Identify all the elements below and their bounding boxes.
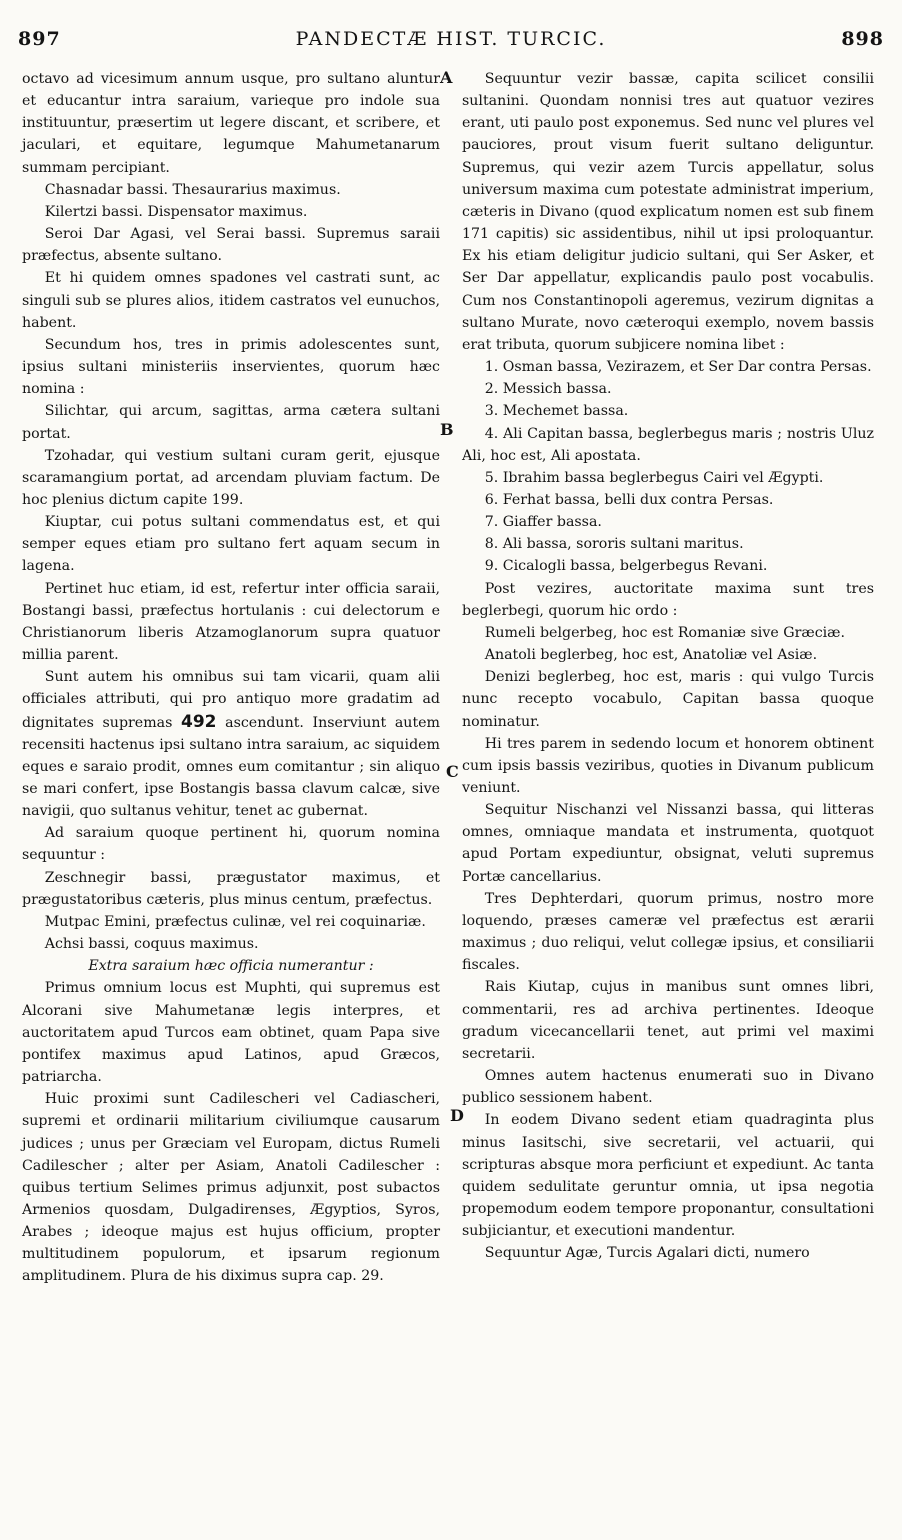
margin-letter-a: A xyxy=(440,68,453,87)
paragraph: Ad saraium quoque pertinent hi, quorum nomina sequuntur : xyxy=(22,825,440,864)
paragraph: Kiuptar, cui potus sultani commendatus est, et qui semper eques etiam pro sultano fert aquam secum in lagena. xyxy=(22,514,440,575)
paragraph-text: Sunt autem his omnibus sui tam vicarii, quam alii officiales attributi, qui pro antiquo more gradatim ad dignitates supremas xyxy=(22,669,440,731)
paragraph: Kilertzi bassi. Dispensator maximus. xyxy=(44,203,308,220)
paragraph: 5. Ibrahim bassa beglerbegus Cairi vel Ægypti. xyxy=(484,469,824,486)
margin-letter-b: B xyxy=(440,420,454,439)
paragraph: Post vezires, auctoritate maxima sunt tres beglerbegi, quorum hic ordo : xyxy=(462,580,874,619)
paragraph: 1. Osman bassa, Vezirazem, et Ser Dar contra Persas. xyxy=(484,359,872,376)
paragraph: 3. Mechemet bassa. xyxy=(484,403,629,420)
paragraph: octavo ad vicesimum annum usque, pro sultano aluntur et educantur intra saraium, varieque pro indole sua instituuntur, præsertim ut legere discant, et scribere, et jaculari, et equitare, legumque Mahumetanarum summam percipiant. xyxy=(22,71,440,176)
right-column xyxy=(462,68,874,1264)
page-number-left: 897 xyxy=(18,28,61,50)
page-number-right: 898 xyxy=(841,28,884,50)
paragraph: 4. Ali Capitan bassa, beglerbegus maris ; nostris Uluz Ali, hoc est, Ali apostata. xyxy=(462,425,874,464)
running-title: PANDECTÆ HIST. TURCIC. xyxy=(295,28,607,50)
paragraph: Omnes autem hactenus enumerati suo in Divano publico sessionem habent. xyxy=(462,1068,874,1107)
paragraph: 6. Ferhat bassa, belli dux contra Persas. xyxy=(484,491,774,508)
paragraph: Achsi bassi, coquus maximus. xyxy=(44,936,259,953)
paragraph: In eodem Divano sedent etiam quadraginta plus minus Iasitschi, sive secretarii, vel actuarii, qui scripturas absque mora perficiunt et expediunt. Ac tanta quidem sedulitate geruntur omnia, ut ipsa negotia propemodum eodem tempore proponantur, consultationi subjiciantur, et executioni mandentur. xyxy=(462,1112,874,1240)
paragraph: Primus omnium locus est Muphti, qui supremus est Alcorani sive Mahumetanæ legis interpres, et auctoritatem apud Turcos eam obtinet, quam Papa sive pontifex maximus apud Latinos, apud Græcos, patriarcha. xyxy=(22,980,440,1086)
paragraph: Sequuntur Agæ, Turcis Agalari dicti, numero xyxy=(484,1245,810,1262)
paragraph: Secundum hos, tres in primis adolescentes sunt, ipsius sultani ministeriis inservientes, quorum hæc nomina : xyxy=(22,336,440,398)
paragraph: 7. Giaffer bassa. xyxy=(484,514,602,531)
paragraph: 8. Ali bassa, sororis sultani maritus. xyxy=(484,536,744,553)
paragraph: Sequuntur vezir bassæ, capita scilicet consilii sultanini. Quondam nonnisi tres aut quatuor vezires erant, uti paulo post exponemus. Sed nunc vel plures vel pauciores, prout visum fuerit sultano deliguntur. Supremus, qui vezir azem Turcis appellatur, solus universum maxima cum potestate administrat imperium, cæteris in Divano (quod explicatum nomen est sub finem 171 capitis) sic assidentibus, nihil ut ipsi proloquantur. Ex his etiam deligitur judicio sultani, qui Ser Asker, et Ser Dar appellatur, explicandis paulo post vocabulis. Cum nos Constantinopoli ageremus, vezirum dignitas a sultano Murate, novo cæteroqui exemplo, novem bassis erat tributa, quorum subjicere nomina libet : xyxy=(462,71,874,353)
paragraph: Silichtar, qui arcum, sagittas, arma cætera sultani portat. xyxy=(22,403,440,442)
paragraph: 2. Messich bassa. xyxy=(484,381,612,398)
paragraph: 9. Cicalogli bassa, belgerbegus Revani. xyxy=(484,558,768,575)
paragraph: Huic proximi sunt Cadilescheri vel Cadiascheri, supremi et ordinarii militarium civiliumque causarum judices ; unus per Græciam vel Europam, dictus Rumeli Cadilescher ; alter per Asiam, Anatoli Cadilescher : quibus tertium Selimes primus adjunxit, post subactos Armenios quosdam, Dulgadirenses, Ægyptios, Syros, Arabes ; ideoque majus est hujus officium, propter multitudinem populorum, et ipsarum regionum amplitudinem. Plura de his diximus supra cap. 29. xyxy=(22,1091,440,1285)
paragraph: Sequitur Nischanzi vel Nissanzi bassa, qui litteras omnes, omniaque mandata et instrumenta, quotquot apud Portam expediuntur, obsignat, veluti supremus Portæ cancellarius. xyxy=(462,802,874,885)
paragraph: Mutpac Emini, præfectus culinæ, vel rei coquinariæ. xyxy=(44,913,426,930)
page-header xyxy=(18,28,884,54)
paragraph: Chasnadar bassi. Thesaurarius maximus. xyxy=(44,181,341,198)
paragraph: Pertinet huc etiam, id est, refertur inter officia saraii, Bostangi bassi, præfectus hortulanis : cui delectorum e Christianorum liberis Atzamoglanorum supra quatuor millia parent. xyxy=(22,580,440,664)
paragraph: Zeschnegir bassi, prægustator maximus, et prægustatoribus cæteris, plus minus centum, præfectus. xyxy=(22,869,440,908)
section-heading: Extra saraium hæc officia numerantur : xyxy=(88,958,374,975)
paragraph: Denizi beglerbeg, hoc est, maris : qui vulgo Turcis nunc recepto vocabulo, Capitan bassa quoque nominatur. xyxy=(462,669,874,730)
margin-letter-c: C xyxy=(446,762,459,781)
paragraph: Hi tres parem in sedendo locum et honorem obtinent cum ipsis bassis veziribus, quoties in Divanum publicum veniunt. xyxy=(462,735,874,796)
paragraph: Tzohadar, qui vestium sultani curam gerit, ejusque scaramangium portat, ad arcendam pluviam factum. De hoc plenius dictum capite 199. xyxy=(22,447,440,508)
paragraph: Tres Dephterdari, quorum primus, nostro more loquendo, præses cameræ vel præfectus est ærarii maximus ; duo reliqui, velut collegæ ipsius, et consiliarii fiscales. xyxy=(462,890,874,974)
paragraph: Anatoli beglerbeg, hoc est, Anatoliæ vel Asiæ. xyxy=(484,647,818,664)
paragraph-text: ascendunt. Inserviunt autem recensiti hactenus ipsi sultano intra saraium, ac siquidem eques e saraio prodit, omnes eum comitantur ; sin aliquo se mari confert, ipse Bostangis bassa clavum calcæ, sive navigii, quo sultanus vehitur, tenet ac gubernat. xyxy=(22,714,441,820)
paragraph: Rumeli belgerbeg, hoc est Romaniæ sive Græciæ. xyxy=(484,624,846,641)
paragraph: Et hi quidem omnes spadones vel castrati sunt, ac singuli sub se plures alios, itidem castratos vel eunuchos, habent. xyxy=(22,270,440,331)
paragraph: Seroi Dar Agasi, vel Serai bassi. Supremus saraii præfectus, absente sultano. xyxy=(22,226,440,265)
left-column xyxy=(22,68,440,1288)
inline-section-number: 492 xyxy=(181,711,217,732)
paragraph xyxy=(22,666,440,822)
paragraph: Rais Kiutap, cujus in manibus sunt omnes libri, commentarii, res ad archiva pertinentes. Ideoque gradum vicecancellarii tenet, aut primi vel maximi secretarii. xyxy=(462,979,874,1062)
margin-letter-d: D xyxy=(450,1106,464,1125)
